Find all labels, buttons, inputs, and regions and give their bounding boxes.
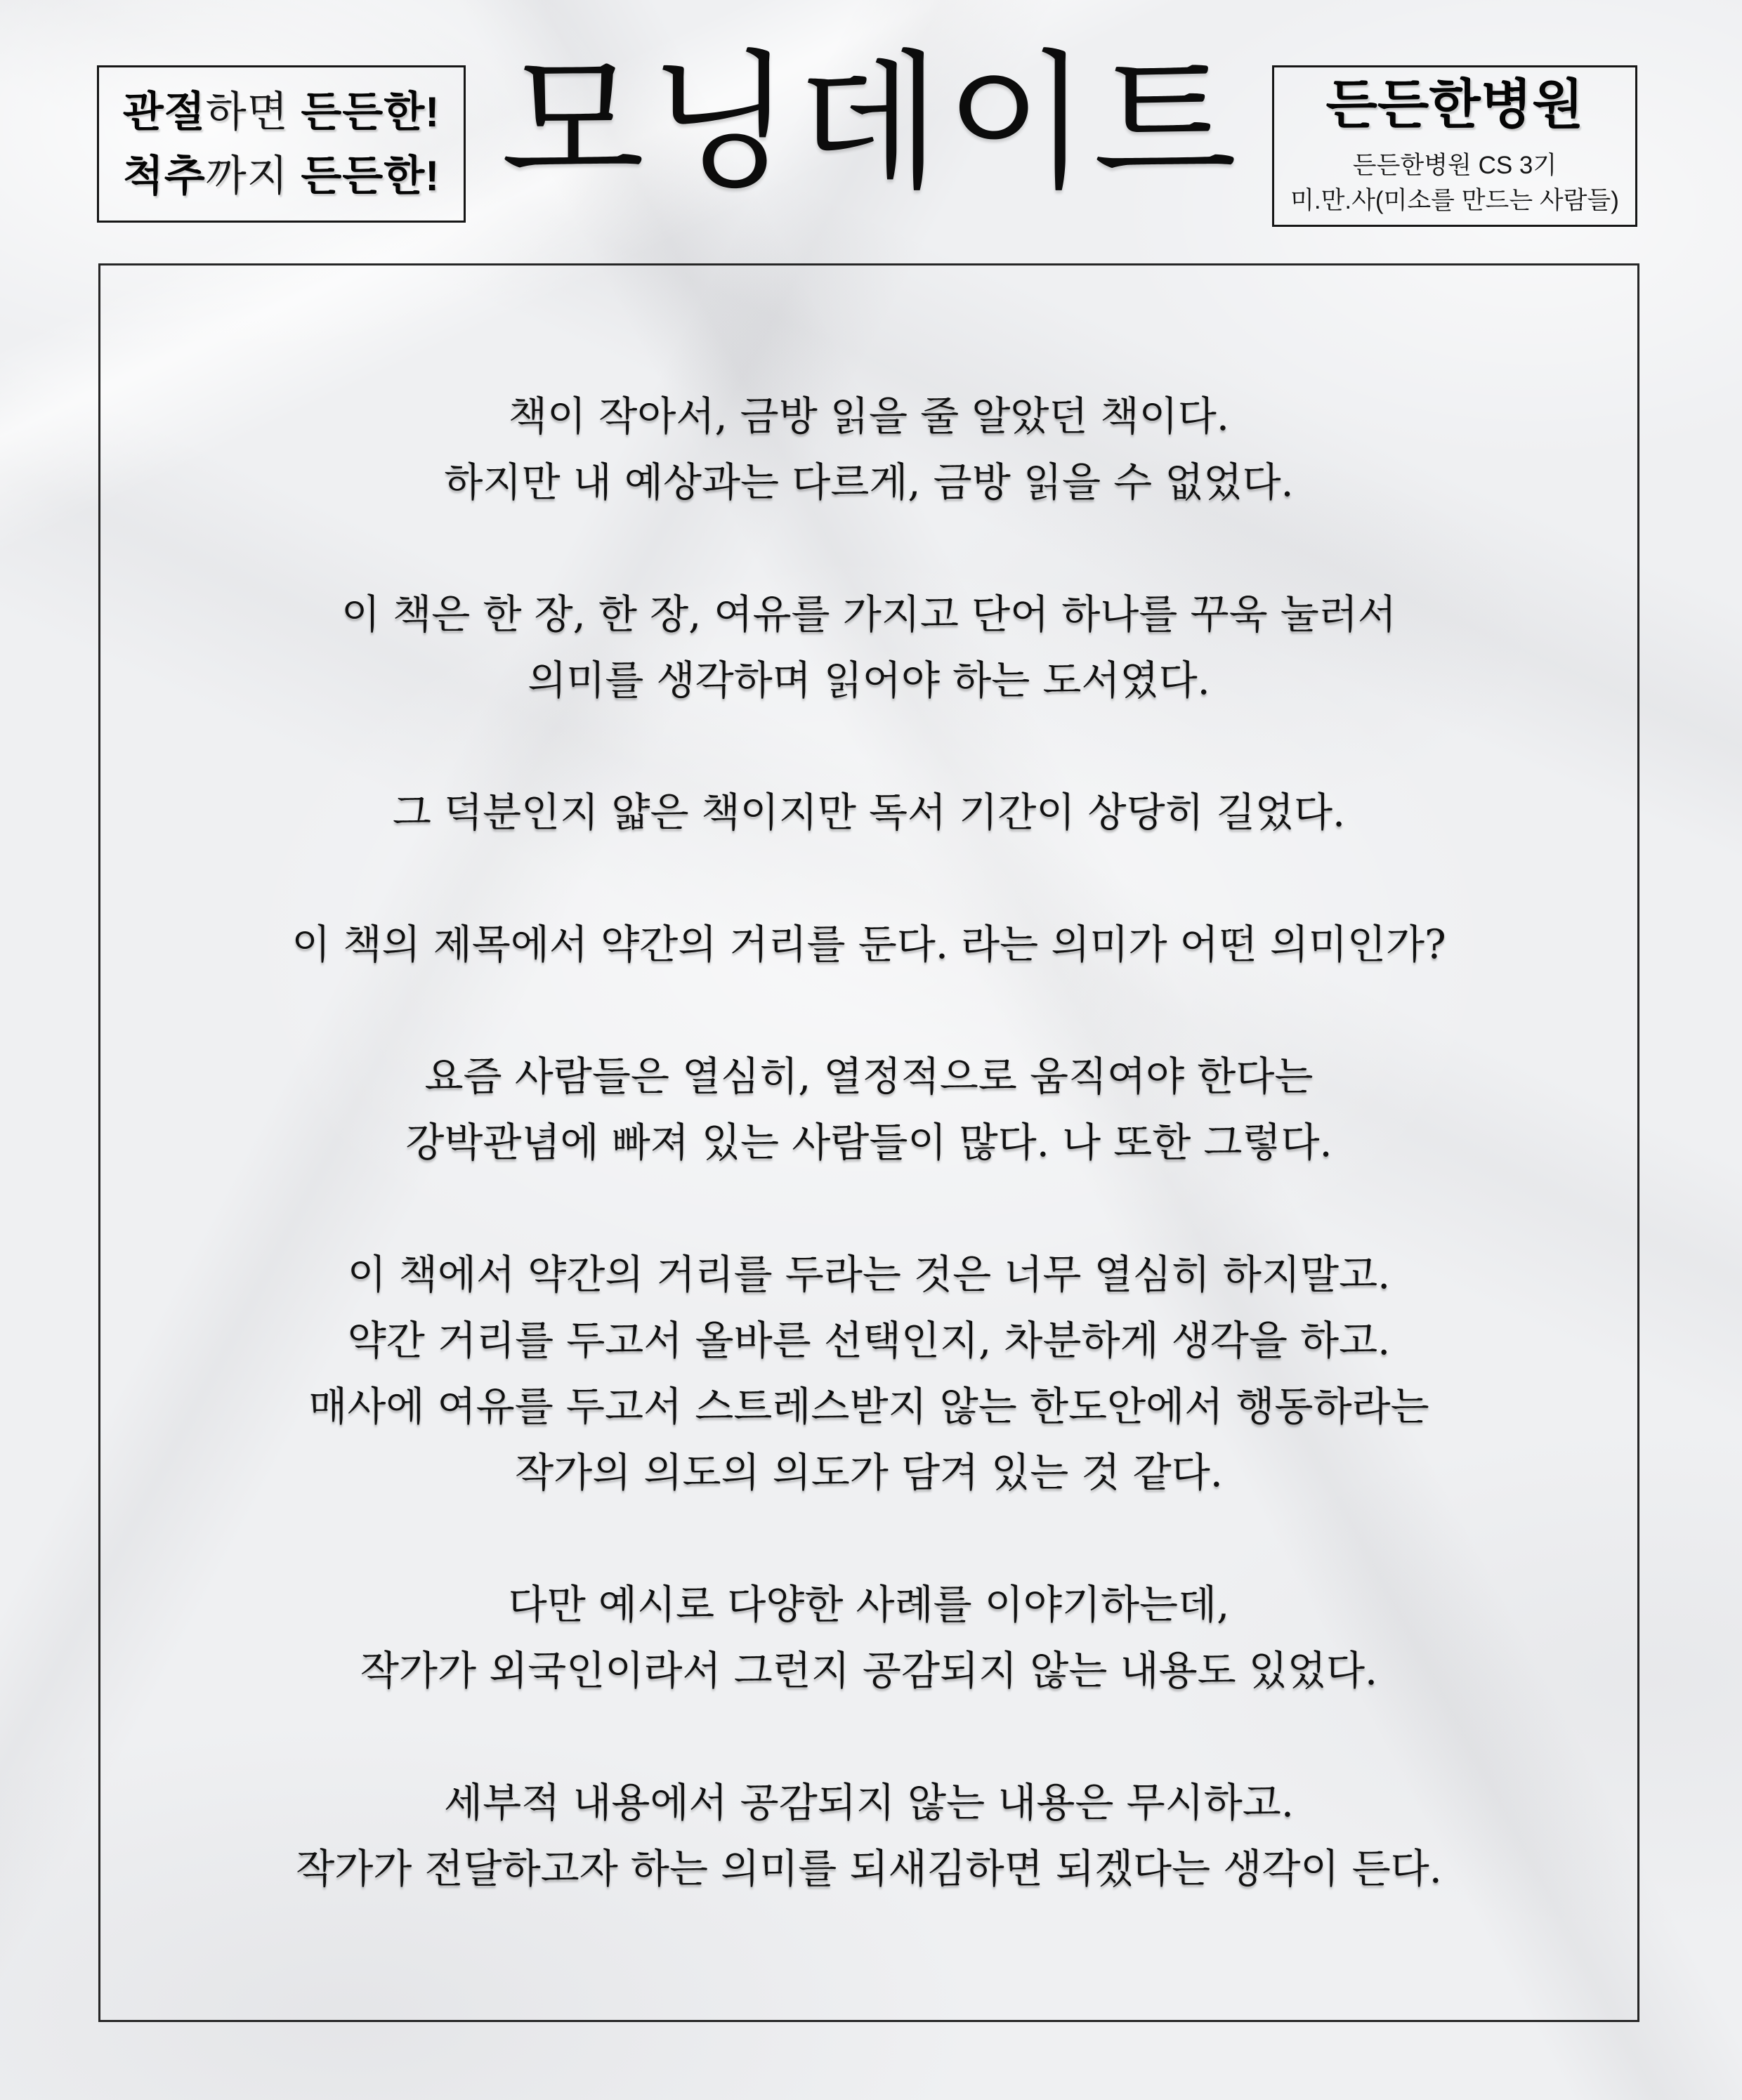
slogan-regular-2: 까지 (205, 152, 301, 199)
review-line: 이 책의 제목에서 약간의 거리를 둔다. 라는 의미가 어떤 의미인가? (292, 921, 1446, 968)
review-line: 강박관념에 빠져 있는 사람들이 많다. 나 또한 그렇다. (405, 1120, 1332, 1166)
review-line: 요즘 사람들은 열심히, 열정적으로 움직여야 한다는 (424, 1054, 1314, 1100)
review-paragraph (393, 780, 1345, 846)
review-text-box (98, 263, 1639, 2022)
review-line: 책이 작아서, 금방 읽을 줄 알았던 책이다. (509, 393, 1229, 440)
page-title: 모닝데이트 (501, 36, 1241, 209)
review-line: 다만 예시로 다양한 사례를 이야기하는데, (508, 1582, 1230, 1628)
review-line: 세부적 내용에서 공감되지 않는 내용은 무시하고. (444, 1780, 1294, 1826)
review-line: 하지만 내 예상과는 다르게, 금방 읽을 수 없었다. (444, 459, 1294, 506)
review-paragraph (296, 1770, 1442, 1902)
review-paragraph (308, 1242, 1429, 1506)
slogan-bold-sturdy-1: 든든한! (301, 88, 440, 136)
review-paragraph (341, 582, 1396, 714)
review-paragraph (444, 383, 1293, 516)
hospital-name: 든든한병원 (1325, 74, 1584, 135)
hospital-badge (1272, 65, 1637, 227)
review-line: 이 책에서 약간의 거리를 두라는 것은 너무 열심히 하지말고. (347, 1252, 1391, 1298)
slogan-bold-spine: 척추 (122, 152, 206, 199)
review-line: 작가가 외국인이라서 그런지 공감되지 않는 내용도 있었다. (360, 1648, 1378, 1694)
review-line: 그 덕분인지 얇은 책이지만 독서 기간이 상당히 길었다. (392, 789, 1346, 836)
slogan-bold-joint: 관절 (122, 88, 206, 136)
review-line: 작가가 전달하고자 하는 의미를 되새김하면 되겠다는 생각이 든다. (296, 1846, 1442, 1892)
review-paragraph (292, 912, 1446, 978)
review-line: 이 책은 한 장, 한 장, 여유를 가지고 단어 하나를 꾸욱 눌러서 (341, 591, 1396, 638)
review-line: 약간 거리를 두고서 올바른 선택인지, 차분하게 생각을 하고. (347, 1318, 1391, 1364)
review-paragraph (360, 1572, 1377, 1704)
review-paragraph (405, 1044, 1332, 1176)
slogan-bold-sturdy-2: 든든한! (301, 152, 440, 199)
review-line: 작가의 의도의 의도가 담겨 있는 것 같다. (515, 1450, 1223, 1496)
slogan-regular-1: 하면 (205, 88, 301, 136)
hospital-subtitle-1: 든든한병원 CS 3기 (1352, 152, 1557, 180)
review-line: 매사에 여유를 두고서 스트레스받지 않는 한도안에서 행동하라는 (308, 1384, 1429, 1430)
review-line: 의미를 생각하며 읽어야 하는 도서였다. (528, 657, 1210, 704)
hospital-subtitle-2: 미.만.사(미소를 만드는 사람들) (1290, 186, 1619, 214)
